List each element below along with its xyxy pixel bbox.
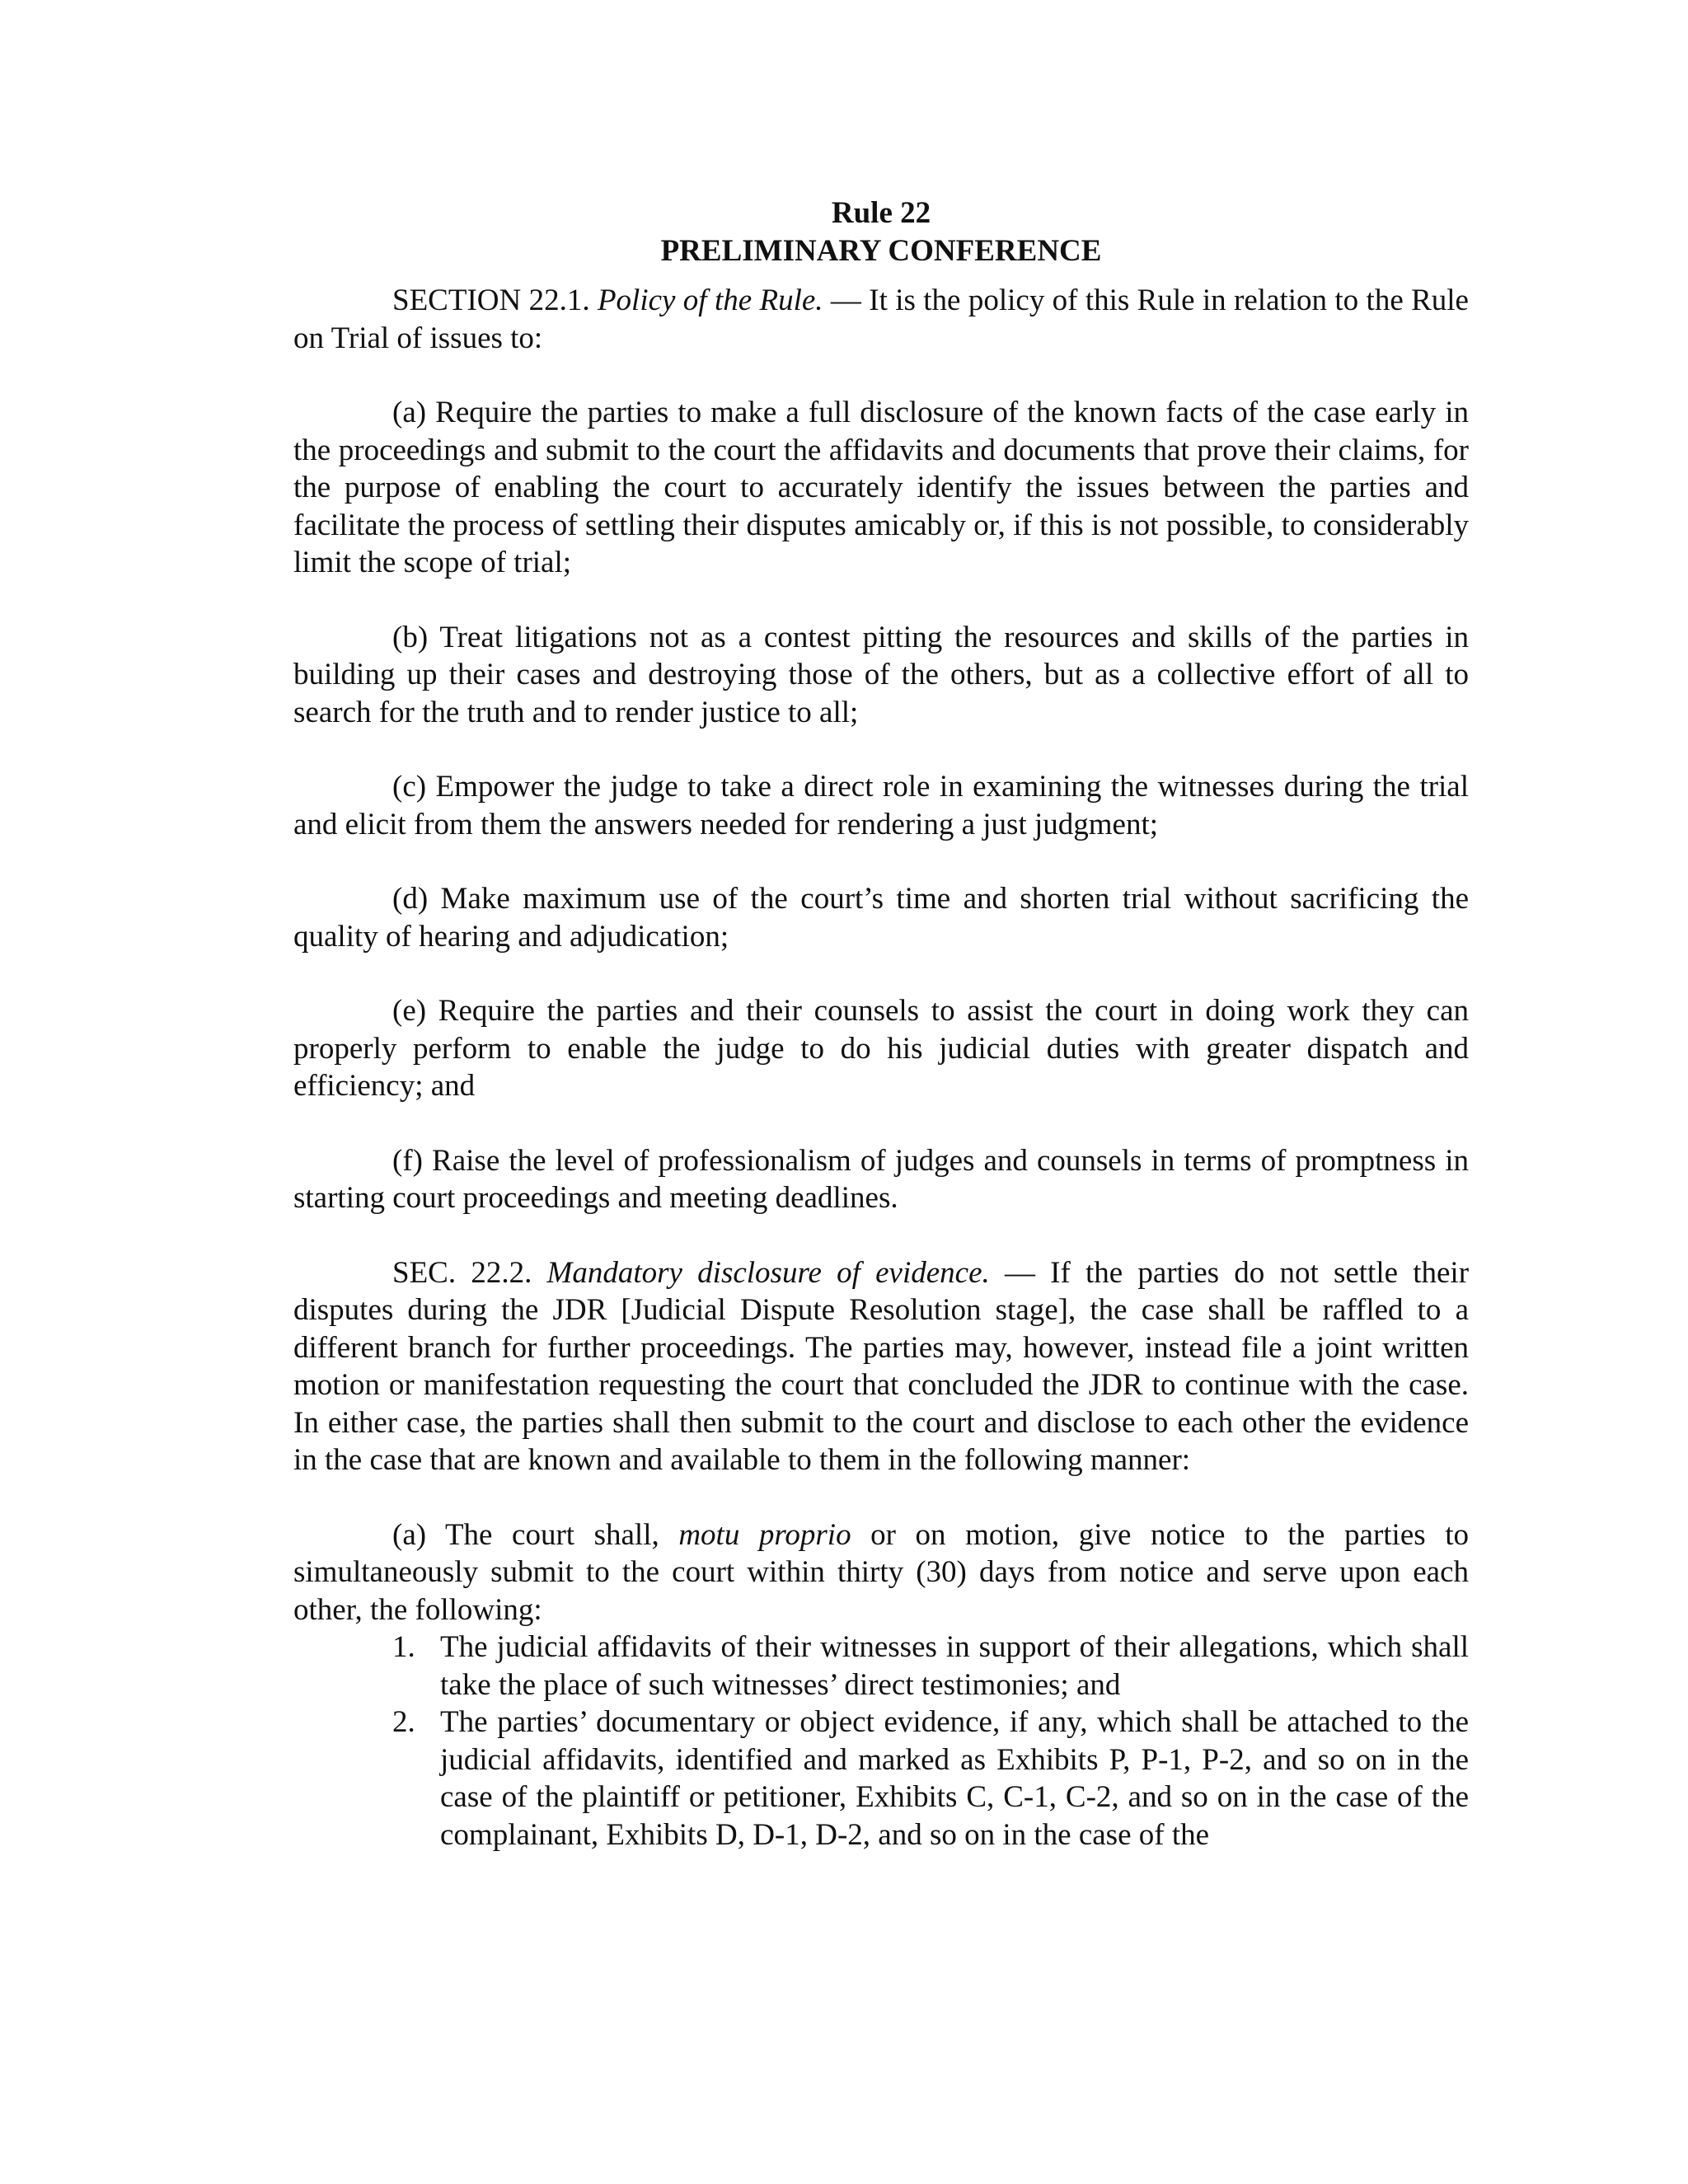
document-page: [293, 194, 1469, 1854]
policy-paragraph-c: (c) Empower the judge to take a direct role in examining the witnesses during the trial and elicit from them the answers needed for rendering a just judgment;: [293, 770, 1469, 841]
section-title: Policy of the Rule.: [597, 284, 823, 317]
policy-paragraph-a: (a) Require the parties to make a full disclosure of the known facts of the case early in the proceedings and submit to the court the affidavits and documents that prove their claims, for the purpose of enabling the court to accurately identify the issues between the parties and facilitate the process of settling their disputes amicably or, if this is not possible, to considerably limit the scope of trial;: [293, 396, 1469, 579]
section-number: SEC. 22.2.: [392, 1255, 532, 1290]
section-22-2-paragraph: [293, 1254, 1469, 1479]
section-text: — It is the policy of this Rule in relation to the Rule on Trial of issues to:: [293, 284, 1469, 355]
italic-term: motu proprio: [678, 1517, 851, 1552]
policy-paragraph-f: (f) Raise the level of professionalism of judges and counsels in terms of promptness in starting court proceedings and meeting deadlines.: [293, 1143, 1469, 1215]
rule-title: PRELIMINARY CONFERENCE: [660, 233, 1102, 268]
section-text: — If the parties do not settle their disputes during the JDR [Judicial Dispute Resolution stage], the case shall be raffled to a different branch for further proceedings. The parties may, however, instead file a joint written motion or manifestation requesting the court that concluded the JDR to continue with the case. In either case, the parties shall then submit to the court and disclose to each other the evidence in the case that are known and available to them in the following manner:: [293, 1255, 1470, 1477]
policy-paragraph-d: (d) Make maximum use of the court’s time and shorten trial without sacrificing the quality of hearing and adjudication;: [293, 882, 1469, 954]
section-title: Mandatory disclosure of evidence.: [546, 1255, 990, 1290]
numbered-list: [293, 1629, 1469, 1854]
section-number: SECTION 22.1.: [392, 284, 590, 317]
list-item-text: The judicial affidavits of their witnesses in support of their allegations, which shall take the place of such witnesses’ direct testimonies; and: [440, 1630, 1469, 1702]
paragraph-text-end: or on motion, give notice to the parties to simultaneously submit to the court within thirty (30) days from notice and serve upon each other, the following:: [293, 1517, 1469, 1627]
section-22-1-paragraph: [293, 282, 1469, 357]
list-item: [293, 1704, 1469, 1854]
list-item: [293, 1629, 1469, 1704]
section-22-2-a-paragraph: [293, 1516, 1469, 1629]
list-item-number: 1.: [392, 1630, 415, 1664]
policy-paragraph-e: (e) Require the parties and their counsels to assist the court in doing work they can properly perform to enable the judge to do his judicial duties with greater dispatch and efficiency; and: [293, 994, 1469, 1103]
rule-number: Rule 22: [831, 196, 931, 230]
document-heading: [293, 194, 1469, 269]
policy-paragraph-b: (b) Treat litigations not as a contest pitting the resources and skills of the parties in building up their cases and destroying those of the others, but as a collective effort of all to search for the truth and to render justice to all;: [293, 620, 1469, 729]
paragraph-text-start: (a) The court shall,: [392, 1517, 679, 1552]
list-item-number: 2.: [392, 1705, 415, 1739]
list-item-text: The parties’ documentary or object evidence, if any, which shall be attached to the judicial affidavits, identified and marked as Exhibits P, P-1, P-2, and so on in the case of the plaintiff or petitioner, Exhibits C, C-1, C-2, and so on in the case of the complainant, Exhibits D, D-1, D-2, and so on in the case of the: [440, 1705, 1469, 1852]
